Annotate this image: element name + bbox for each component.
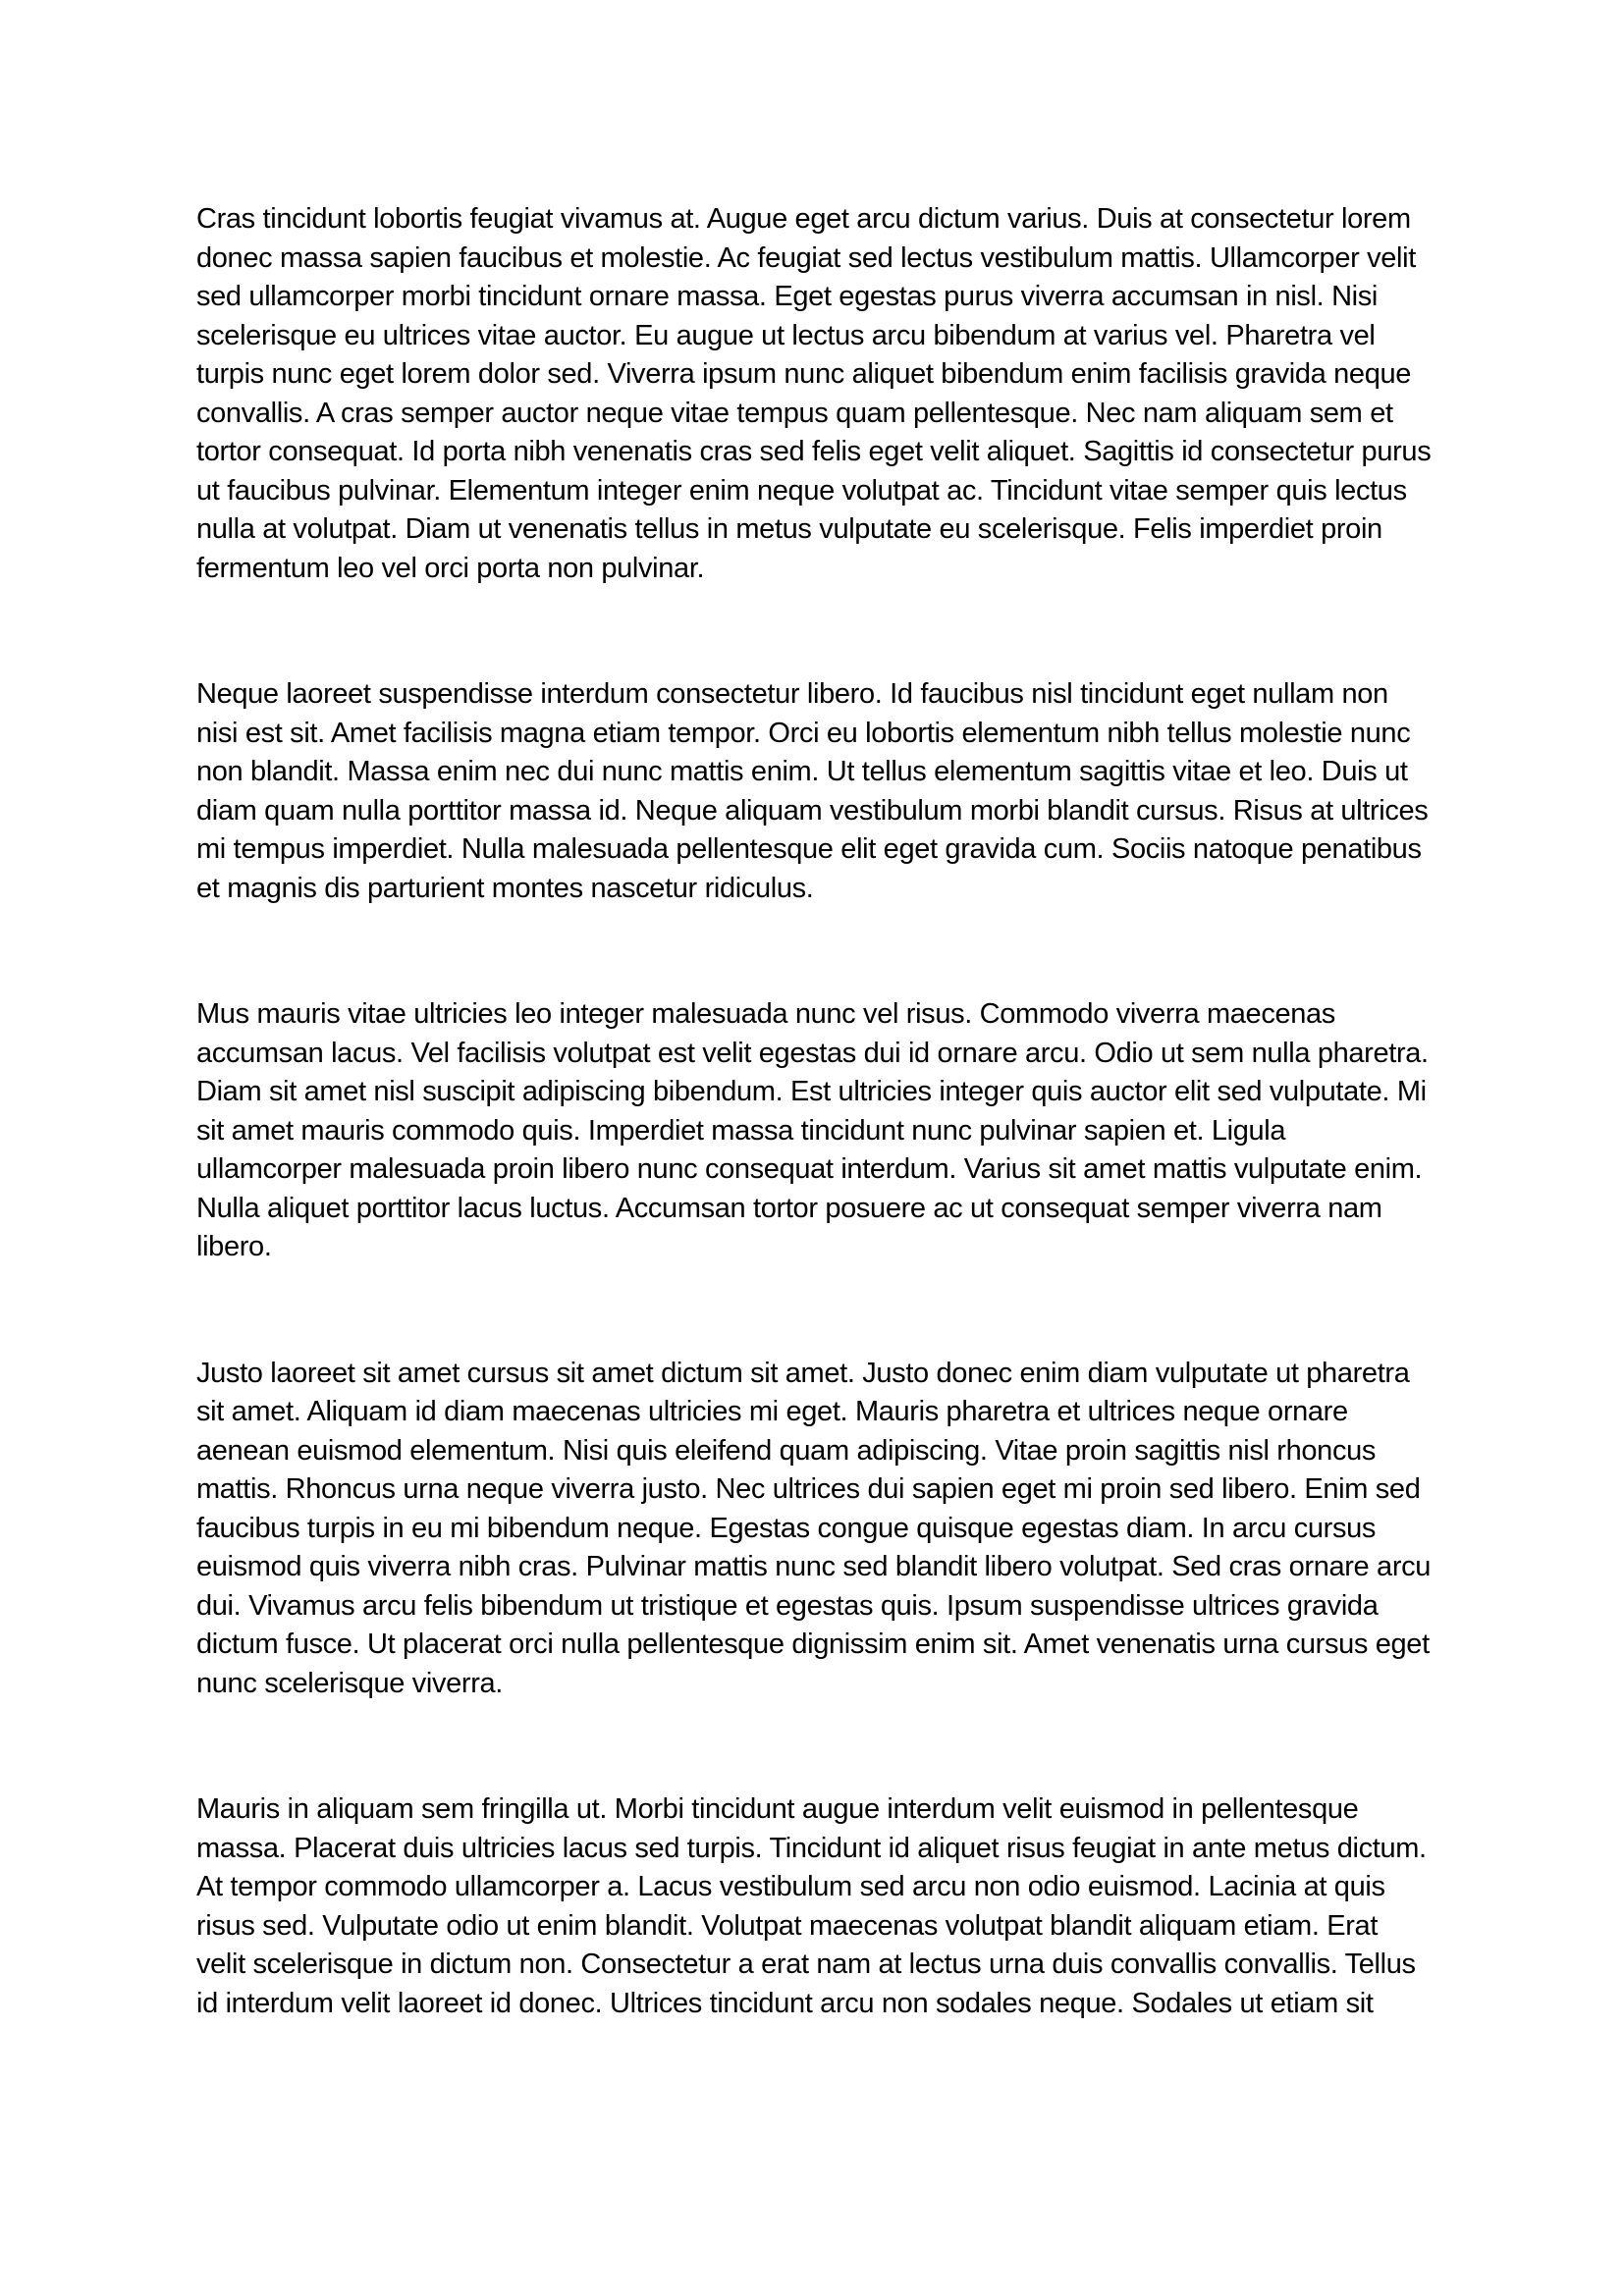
text-line: sit amet. Aliquam id diam maecenas ultricies mi eget. Mauris pharetra et ultrices neque ornare	[196, 1396, 1348, 1427]
text-line: At tempor commodo ullamcorper a. Lacus vestibulum sed arcu non odio euismod. Lacinia at quis	[196, 1871, 1385, 1902]
text-line: nulla at volutpat. Diam ut venenatis tellus in metus vulputate eu scelerisque. Felis imperdiet proin	[196, 513, 1382, 545]
text-line: Neque laoreet suspendisse interdum consectetur libero. Id faucibus nisl tincidunt eget nullam non	[196, 678, 1388, 710]
text-line: ut faucibus pulvinar. Elementum integer enim neque volutpat ac. Tincidunt vitae semper quis lectus	[196, 474, 1407, 507]
paragraph	[196, 200, 1453, 588]
text-line: Cras tincidunt lobortis feugiat vivamus at. Augue eget arcu dictum varius. Duis at consectetur lorem	[196, 203, 1411, 235]
text-line: dui. Vivamus arcu felis bibendum ut tristique et egestas quis. Ipsum suspendisse ultrices gravida	[196, 1589, 1379, 1622]
paragraph	[196, 675, 1453, 908]
text-line: sit amet mauris commodo quis. Imperdiet massa tincidunt nunc pulvinar sapien et. Ligula	[196, 1114, 1286, 1147]
text-line: mi tempus imperdiet. Nulla malesuada pellentesque elit eget gravida cum. Sociis natoque penatibus	[196, 833, 1422, 865]
text-line: faucibus turpis in eu mi bibendum neque. Egestas congue quisque egestas diam. In arcu cursus	[196, 1512, 1377, 1544]
text-line: euismod quis viverra nibh cras. Pulvinar mattis nunc sed blandit libero volutpat. Sed cras ornare arcu	[196, 1551, 1432, 1582]
text-line: dictum fusce. Ut placerat orci nulla pellentesque dignissim enim sit. Amet venenatis urna cursus eget	[196, 1629, 1430, 1660]
text-line: ullamcorper malesuada proin libero nunc consequat interdum. Varius sit amet mattis vulputate enim.	[196, 1153, 1423, 1185]
text-line: non blandit. Massa enim nec dui nunc mattis enim. Ut tellus elementum sagittis vitae et leo. Duis ut	[196, 756, 1408, 787]
text-line: Nulla aliquet porttitor lacus luctus. Accumsan tortor posuere ac ut consequat semper viverra nam	[196, 1192, 1382, 1224]
paragraph	[196, 1355, 1453, 1704]
text-line: diam quam nulla porttitor massa id. Neque aliquam vestibulum morbi blandit cursus. Risus at ultrices	[196, 794, 1429, 827]
text-line: aenean euismod elementum. Nisi quis eleifend quam adipiscing. Vitae proin sagittis nisl rhoncus	[196, 1434, 1377, 1467]
text-line: tortor consequat. Id porta nibh venenatis cras sed felis eget velit aliquet. Sagittis id consectetur purus	[196, 436, 1432, 467]
text-line: et magnis dis parturient montes nascetur ridiculus.	[196, 872, 814, 904]
text-line: libero.	[196, 1231, 272, 1262]
text-line: accumsan lacus. Vel facilisis volutpat est velit egestas dui id ornare arcu. Odio ut sem nulla pharetra.	[196, 1037, 1429, 1069]
text-line: convallis. A cras semper auctor neque vitae tempus quam pellentesque. Nec nam aliquam sem et	[196, 397, 1393, 429]
text-line: sed ullamcorper morbi tincidunt ornare massa. Eget egestas purus viverra accumsan in nisl. Nisi	[196, 281, 1379, 312]
text-line: fermentum leo vel orci porta non pulvinar.	[196, 552, 705, 584]
text-line: velit scelerisque in dictum non. Consectetur a erat nam at lectus urna duis convallis convallis. Tellus	[196, 1949, 1416, 1980]
document-body	[196, 200, 1453, 2110]
text-line: donec massa sapien faucibus et molestie. Ac feugiat sed lectus vestibulum mattis. Ullamcorper velit	[196, 241, 1416, 274]
paragraph	[196, 995, 1453, 1267]
text-line: Diam sit amet nisl suscipit adipiscing bibendum. Est ultricies integer quis auctor elit sed vulputate. Mi	[196, 1076, 1427, 1107]
text-line: Mauris in aliquam sem fringilla ut. Morbi tincidunt augue interdum velit euismod in pellentesque	[196, 1793, 1359, 1825]
text-line: id interdum velit laoreet id donec. Ultrices tincidunt arcu non sodales neque. Sodales ut etiam sit	[196, 1987, 1374, 2019]
text-line: mattis. Rhoncus urna neque viverra justo. Nec ultrices dui sapien eget mi proin sed libero. Enim sed	[196, 1473, 1421, 1505]
text-line: nisi est sit. Amet facilisis magna etiam tempor. Orci eu lobortis elementum nibh tellus molestie nunc	[196, 717, 1411, 749]
text-line: Justo laoreet sit amet cursus sit amet dictum sit amet. Justo donec enim diam vulputate ut pharetra	[196, 1357, 1410, 1389]
text-line: Mus mauris vitae ultricies leo integer malesuada nunc vel risus. Commodo viverra maecenas	[196, 998, 1335, 1030]
text-line: nunc scelerisque viverra.	[196, 1667, 504, 1699]
text-line: risus sed. Vulputate odio ut enim blandit. Volutpat maecenas volutpat blandit aliquam etiam. Erat	[196, 1909, 1379, 1942]
paragraph	[196, 1790, 1453, 2023]
text-line: turpis nunc eget lorem dolor sed. Viverra ipsum nunc aliquet bibendum enim facilisis gravida neque	[196, 358, 1412, 390]
text-line: massa. Placerat duis ultricies lacus sed turpis. Tincidunt id aliquet risus feugiat in ante metus dictum.	[196, 1832, 1427, 1864]
text-line: scelerisque eu ultrices vitae auctor. Eu augue ut lectus arcu bibendum at varius vel. Pharetra vel	[196, 319, 1376, 351]
